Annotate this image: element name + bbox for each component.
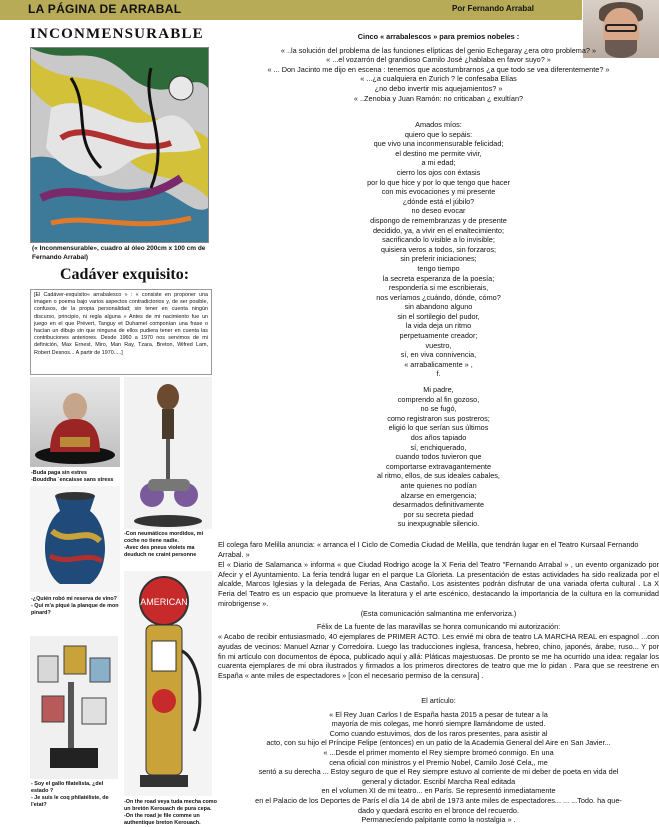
- article-section: [218, 696, 659, 825]
- main-title: INCONMENSURABLE: [30, 26, 204, 42]
- poem-amados: [218, 120, 659, 379]
- poem-padre: [218, 385, 659, 529]
- gallo-photo: [30, 636, 118, 779]
- poem1-line: tengo tiempo: [417, 263, 460, 273]
- article-line: en el Palacio de los Deportes de París el día 14 de abril de 1973 ante miles de espectadores... ... ...Todo. ha que-: [255, 795, 622, 805]
- poem1-line: la vida deja un ritmo: [405, 321, 472, 331]
- buda-photo: [30, 377, 120, 467]
- poem1-line: a mi edad;: [421, 158, 456, 168]
- quote-line: « ..la solución del problema de las funciones elípticas del genio Echegaray ¿era otro problema? »: [280, 45, 597, 55]
- poem2-line: por su secreta piedad: [403, 509, 474, 519]
- intro-heading: Cinco « arrabalescos » para premios nobeles :: [357, 32, 520, 41]
- poem2-line: sí, enchiquerado,: [410, 442, 467, 452]
- article-line: dado y quedará escrito en el bronce del recuerdo.: [357, 805, 520, 815]
- poem1-line: perpetuamente creador;: [399, 331, 478, 341]
- paragraph-salamanca: El « Diario de Salamanca » informa « que Ciudad Rodrigo acoge la X Feria del Teatro "Fernando Arrabal » , un evento organizado por Afecir y el Ayuntamiento. La feria tendrá lugar en el parque La Glorieta. La presentación de estas actividades ha sido realizada por el alcalde, Marcos Iglesias y la delegada de Ferias, Ana Castaño. Los asistentes podrán disfrutar de una variada oferta cultural . La X Feria del Teatro es un espacio que promueve la literatura y el arte escénico, destacando la importancia de la cultura en la comunidad mirobrigense ».: [218, 560, 659, 608]
- quote-line: « ..Zenobia y Juan Ramón: no criticaban ¿ exultían?: [353, 93, 524, 103]
- section-title: Cadáver exquisito:: [60, 266, 190, 283]
- poem2-line: eligió lo que serían sus últimos: [388, 423, 489, 433]
- quote-line: « ...el vozarrón del grandioso Camilo José ¿hablaba en favor suyo? »: [326, 55, 551, 65]
- poem1-line: « arrabalicamente » ,: [404, 359, 473, 369]
- poem1-line: respondería si me escribierais,: [388, 283, 489, 293]
- paragraph-note: (Esta comunicación salmantina me enfervoriza.): [360, 609, 517, 619]
- poem1-line: sí, en viva connivencia,: [400, 350, 477, 360]
- poem1-line: dispongo de remembranzas y de presente: [370, 215, 507, 225]
- poem2-line: desarmados definitivamente: [392, 500, 485, 510]
- svg-text:AMERICAN: AMERICAN: [140, 597, 188, 607]
- article-line: general y dictador. Escribí Marcha Real editada: [361, 776, 516, 786]
- poem1-line: Amados míos:: [415, 120, 462, 129]
- article-line: cena oficial con ministros y el Premio Nobel, Camilo José Cela,, me: [329, 757, 548, 767]
- poem1-line: vuestro,: [425, 340, 452, 350]
- poem1-line: quiero que lo sepáis:: [404, 129, 473, 139]
- poem2-line: comprendo al fin gozoso,: [397, 394, 480, 404]
- poem1-line: decidido, ya, a vivir en el enaltecimiento;: [372, 225, 504, 235]
- poem2-line: al ritmo, ellos, de sus ideales cabales,: [377, 471, 500, 481]
- quote-line: ¿no debo invertir mis aquejamientos? »: [374, 83, 503, 93]
- article-line: acto, con su hijo el Príncipe Felipe (entonces) en un patio de la Academia General del Aire en San Javier...: [266, 738, 611, 748]
- poem2-line: dos años tapiado: [410, 432, 467, 442]
- poem1-line: nos veríamos ¿cuándo, dónde, cómo?: [376, 292, 501, 302]
- poem2-line: su inexpugnable silencio.: [397, 519, 480, 529]
- news-paragraphs: [218, 540, 659, 681]
- poem1-line: el destino me permite vivir,: [395, 148, 482, 158]
- poem2-line: alzarse en emergencia;: [400, 490, 477, 500]
- header-author: Por Fernando Arrabal: [452, 4, 534, 13]
- page-header-title: LA PÁGINA DE ARRABAL: [28, 2, 182, 16]
- header-bar: [0, 0, 582, 20]
- vase-photo: [30, 486, 120, 592]
- painting-image: [30, 47, 209, 243]
- poem1-line: la secreta esperanza de la poesía;: [382, 273, 495, 283]
- article-line: « El Rey Juan Carlos I de España hasta 2015 a pesar de tutear a la: [329, 709, 548, 719]
- paragraph-acabo: « Acabo de recibir entusiasmado, 40 ejemplares de PRIMER ACTO. Les envié mi obra de teatro LA MARCHA REAL en espagnol ...con ayudas de vecinos: Manuel Aznar y Corredoira. Luego las traducciones inglesa, francesa, hebreo, chino, japonés, árabe, ruso... Y por fin mi artículo con documentos de época, publicado aquí y allá: Pláticas majestuosas. De pronto se me ha ocurrido una idea: regalar los cuarenta ejemplares de mi obra ilustrados y firmados a los primeros directores de teatro que me lo pidan . Para que se reestrene en España « ante miles de espectadores » [con el necesario permiso de la censura] .: [218, 632, 659, 680]
- motorcycle-caption: -Con neumáticos mordidos, mi coche no tiene nadie. -Avec des pneus violets ma deuduch ne craint personne: [124, 531, 204, 558]
- poem1-line: ¿dónde está el júbilo?: [402, 196, 475, 206]
- paragraph-felix: Félix de La fuente de las maravillas se honra comunicando mi autorización:: [316, 621, 561, 631]
- intro-section: [218, 32, 659, 103]
- poem2-line: como registraron sus postreros;: [387, 413, 490, 423]
- poem1-line: f.: [436, 369, 441, 379]
- poem1-line: sin abandono alguno: [404, 302, 473, 312]
- poem2-line: comportarse extravagantemente: [385, 461, 492, 471]
- poem2-line: Mi padre,: [423, 385, 454, 394]
- poem1-line: quisiera veros a todos, sin forzaros;: [380, 244, 497, 254]
- poem2-line: cuando todos tuvieron que: [395, 452, 482, 462]
- quote-line: « ... Don Jacinto me dijo en escena : tenemos que acostumbrarnos ¿a que todo se vea diferentemente? »: [267, 64, 610, 74]
- gallo-caption: - Soy el gallo filatelista, ¿del estado ? - Je suis le coq philatéliste, de l'etat?: [31, 781, 109, 808]
- article-line: mayoría de mis colegas, me honró siempre llamándome de usted.: [331, 719, 546, 729]
- article-text: [218, 710, 659, 825]
- poem2-line: ante quienes no podían: [400, 480, 477, 490]
- poem1-line: con mis evocaciones y mi presente: [381, 187, 496, 197]
- article-heading: El artículo:: [421, 696, 456, 705]
- poem1-line: por lo que hice y por lo que tengo que hacer: [367, 177, 510, 187]
- poem1-line: no deseo evocar: [411, 206, 466, 216]
- buda-caption: -Buda paga sin estres -Bouddha ´encaisse sans stress: [31, 470, 114, 483]
- nobel-quotes: [218, 46, 659, 104]
- article-line: Como cuando estuvimos, dos de los raros presentes, para asistir al: [329, 728, 548, 738]
- article-line: en el volumen XI de mi teatro... en París. Se representó inmediatamente: [321, 786, 556, 796]
- cadaver-text-box: [El Cadáver-exquisito« arrabalesco » : « consiste en proponer una imagen o poema bajo varios aspectos contradictorios y, de ser posible, confusos, de la propia personalidad; sin tener en cuenta ningún discurso, principio, ni regla alguna » Antes de mi nacimiento fue un juego en el que Prévert, Tanguy et Duhamel componían una frase o hacían un dibujo sin que ninguna de ellos pudiera tener en cuenta las contribuciones anteriores. Desde 1960 a 1970 nos servimos de mi definición, Max Ernest, Miro, Man Ray, Tzara, Breton, Wifred Lam, Robert Desnos... A partir de 1970.....]: [30, 289, 212, 375]
- article-line: Permanecíendo palpitante como la nostalgia » .: [361, 815, 516, 825]
- gas-pump-photo: [124, 571, 212, 796]
- poem1-line: cierro los ojos con éxtasis: [396, 167, 481, 177]
- painting-caption: (« Inconmensurable», cuadro al óleo 200cm x 100 cm de Fernando Arrabal): [32, 245, 206, 261]
- motorcycle-photo: [124, 377, 212, 529]
- poem1-line: que vivo una inconmensurable felicidad;: [373, 139, 504, 149]
- article-line: sentó a su derecha ... Estoy seguro de que el Rey siempre estuvo al corriente de mi deber de poeta en vida del: [258, 767, 619, 777]
- article-line: « ...Desde el primer momento el Rey siempre bromeó conmigo. En una: [323, 747, 554, 757]
- poem1-line: sacrificando lo visible a lo invisible;: [382, 235, 495, 245]
- quote-line: « ...¿a cualquiera en Zurich ? le confesaba Elías: [360, 74, 517, 84]
- vase-caption: -¿Quién robó mi reserva de vino? - Qui m'a piqué la planque de mon pinard?: [31, 596, 119, 616]
- paragraph-melilla: El colega faro Melilla anuncia: « arranca el I Ciclo de Comedia Ciudad de Melilla, que tendrán lugar en el Teatro Kursaal Fernando Arrabal. »: [218, 540, 639, 559]
- gas-pump-caption: -On the road veya tuda mecha como un bretón Kerouach de pura cepa. -On the road je file comme un authentique breton Kerouach.: [124, 799, 217, 826]
- poem2-line: no se fugó,: [420, 404, 457, 414]
- poem1-line: sin preferir iniciaciones;: [400, 254, 477, 264]
- poem1-line: sin el sortilegio del pudor,: [397, 311, 480, 321]
